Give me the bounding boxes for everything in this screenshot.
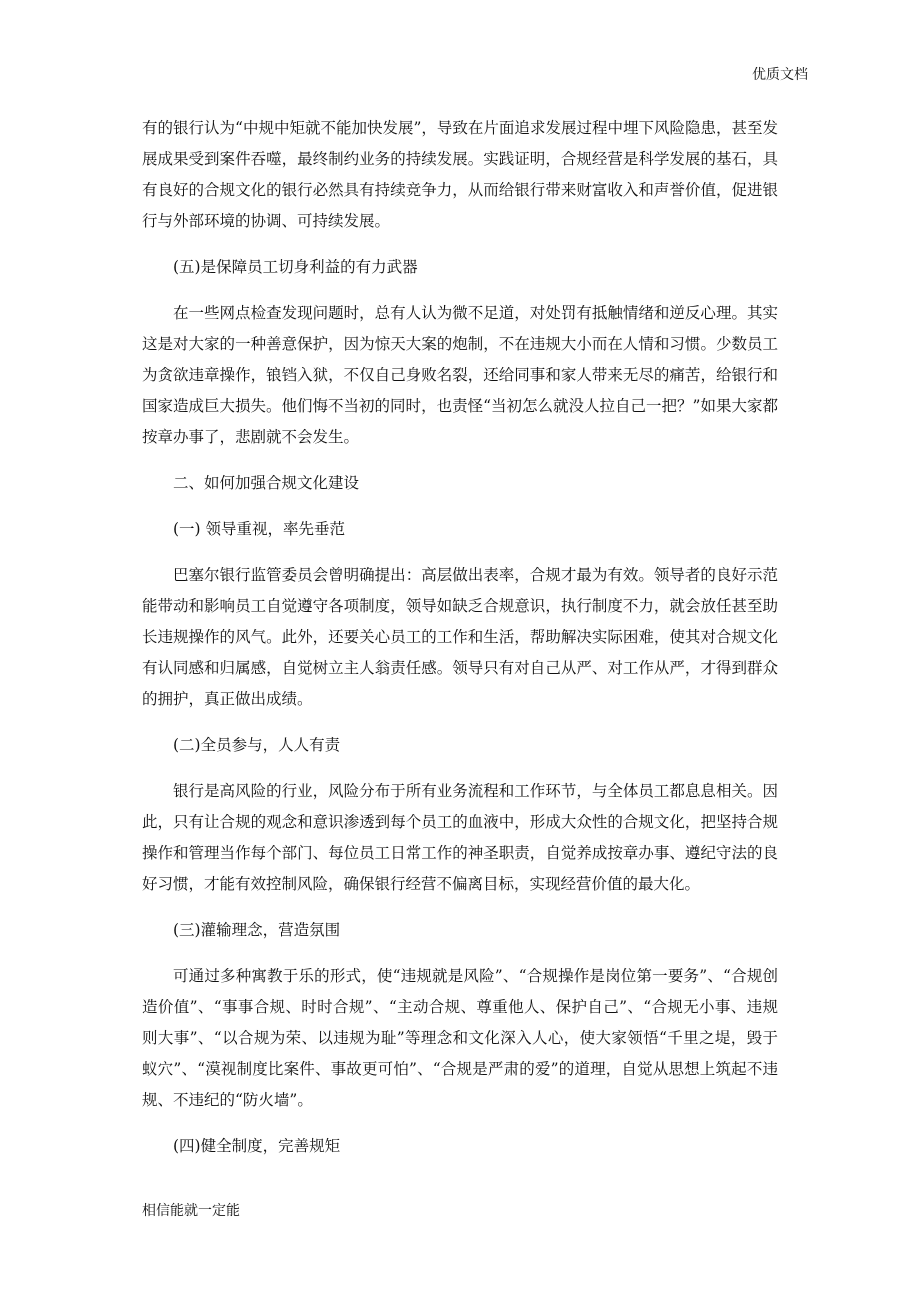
body-paragraph: 有的银行认为“中规中矩就不能加快发展”，导致在片面追求发展过程中埋下风险隐患，甚至发展成果受到案件吞噬，最终制约业务的持续发展。实践证明，合规经营是科学发展的基石，具有良好的合规文化的银行必然具有持续竞争力，从而给银行带来财富收入和声誉价值，促进银行与外部环境的协调、可持续发展。	[142, 119, 778, 230]
section-heading: (四)健全制度，完善规矩	[173, 1137, 341, 1155]
body-paragraph: 巴塞尔银行监管委员会曾明确提出：高层做出表率，合规才最为有效。领导者的良好示范能带动和影响员工自觉遵守各项制度，领导如缺乏合规意识，执行制度不力，就会放任甚至助长违规操作的风气。此外，还要关心员工的工作和生活，帮助解决实际困难，使其对合规文化有认同感和归属感，自觉树立主人翁责任感。领导只有对自己从严、对工作从严，才得到群众的拥护，真正做出成绩。	[142, 566, 778, 708]
document-body	[142, 113, 778, 1162]
body-paragraph: 银行是高风险的行业，风险分布于所有业务流程和工作环节，与全体员工都息息相关。因此，只有让合规的观念和意识渗透到每个员工的血液中，形成大众性的合规文化，把坚持合规操作和管理当作每个部门、每位员工日常工作的神圣职责，自觉养成按章办事、遵纪守法的良好习惯，才能有效控制风险，确保银行经营不偏离目标，实现经营价值的最大化。	[142, 782, 778, 893]
section-heading: (一) 领导重视，率先垂范	[173, 520, 346, 538]
section-heading: (五)是保障员工切身利益的有力武器	[173, 258, 418, 276]
body-paragraph: 在一些网点检查发现问题时，总有人认为微不足道，对处罚有抵触情绪和逆反心理。其实这是对大家的一种善意保护，因为惊天大案的炮制，不在违规大小而在人情和习惯。少数员工为贪欲违章操作，锒铛入狱，不仅自己身败名裂，还给同事和家人带来无尽的痛苦，给银行和国家造成巨大损失。他们悔不当初的同时，也责怪“当初怎么就没人拉自己一把？”如果大家都按章办事了，悲剧就不会发生。	[142, 304, 778, 446]
footer-label: 相信能就一定能	[142, 1203, 240, 1219]
section-heading: (三)灌输理念，营造氛围	[173, 921, 341, 939]
header-label: 优质文档	[752, 67, 808, 83]
body-paragraph: 可通过多种寓教于乐的形式，使“违规就是风险”、“合规操作是岗位第一要务”、“合规创造价值”、“事事合规、时时合规”、“主动合规、尊重他人、保护自己”、“合规无小事、违规则大事”、“以合规为荣、以违规为耻”等理念和文化深入人心，使大家领悟“千里之堤，毁于蚁穴”、“漠视制度比案件、事故更可怕”、“合规是严肃的爱”的道理，自觉从思想上筑起不违规、不违纪的“防火墙”。	[142, 967, 778, 1109]
section-heading: (二)全员参与，人人有责	[173, 736, 341, 754]
chapter-heading: 二、如何加强合规文化建设	[173, 474, 360, 492]
